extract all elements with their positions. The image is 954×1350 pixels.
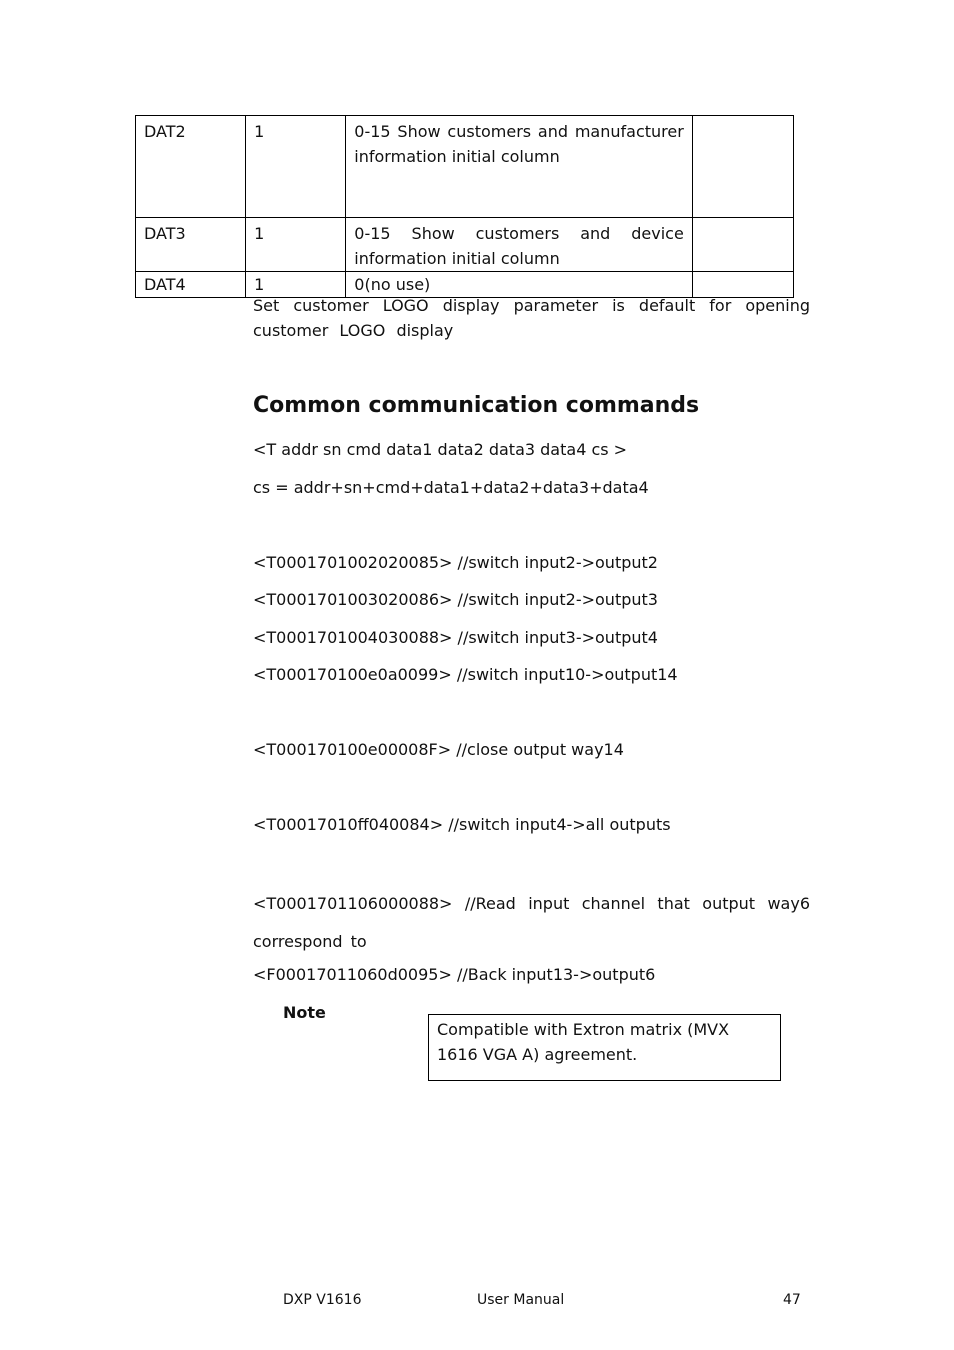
parameter-table <box>135 115 794 298</box>
param-length-cell: 1 <box>246 116 346 218</box>
command-format: <T addr sn cmd data1 data2 data3 data4 cs > <box>253 440 628 459</box>
footer-document-title: User Manual <box>477 1292 565 1308</box>
logo-parameter-description: Set customer LOGO display parameter is default for opening customer LOGO display <box>253 296 810 340</box>
example-command: <T000170100e00008F> //close output way14 <box>253 740 624 759</box>
footer-page-number: 47 <box>783 1292 801 1308</box>
example-command: <T0001701003020086> //switch input2->output3 <box>253 590 658 609</box>
param-name-cell: DAT4 <box>136 272 246 298</box>
example-command: <T0001701004030088> //switch input3->output4 <box>253 628 658 647</box>
param-description-cell: 0(no use) <box>346 272 693 298</box>
param-length-cell: 1 <box>246 272 346 298</box>
param-length-cell: 1 <box>246 218 346 272</box>
table-row <box>136 116 794 218</box>
note-box: Compatible with Extron matrix (MVX 1616 VGA A) agreement. <box>428 1014 781 1081</box>
example-command: <T000170100e0a0099> //switch input10->output14 <box>253 665 678 684</box>
example-command: <F00017011060d0095> //Back input13->output6 <box>253 965 656 984</box>
example-command: <T00017010ff040084> //switch input4->all outputs <box>253 815 671 834</box>
footer-product: DXP V1616 <box>283 1292 362 1308</box>
param-description-cell: 0-15 Show customers and device information initial column <box>346 218 693 272</box>
checksum-formula: cs = addr+sn+cmd+data1+data2+data3+data4 <box>253 478 649 497</box>
note-label: Note <box>283 1003 326 1022</box>
param-description-cell: 0-15 Show customers and manufacturer information initial column <box>346 116 693 218</box>
param-extra-cell <box>692 116 793 218</box>
example-command: <T0001701002020085> //switch input2->output2 <box>253 553 658 572</box>
table-row <box>136 218 794 272</box>
section-heading: Common communication commands <box>253 393 700 418</box>
param-name-cell: DAT2 <box>136 116 246 218</box>
param-name-cell: DAT3 <box>136 218 246 272</box>
param-extra-cell <box>692 218 793 272</box>
example-command: <T0001701106000088> //Read input channel that output way6 correspond to <box>253 894 810 951</box>
